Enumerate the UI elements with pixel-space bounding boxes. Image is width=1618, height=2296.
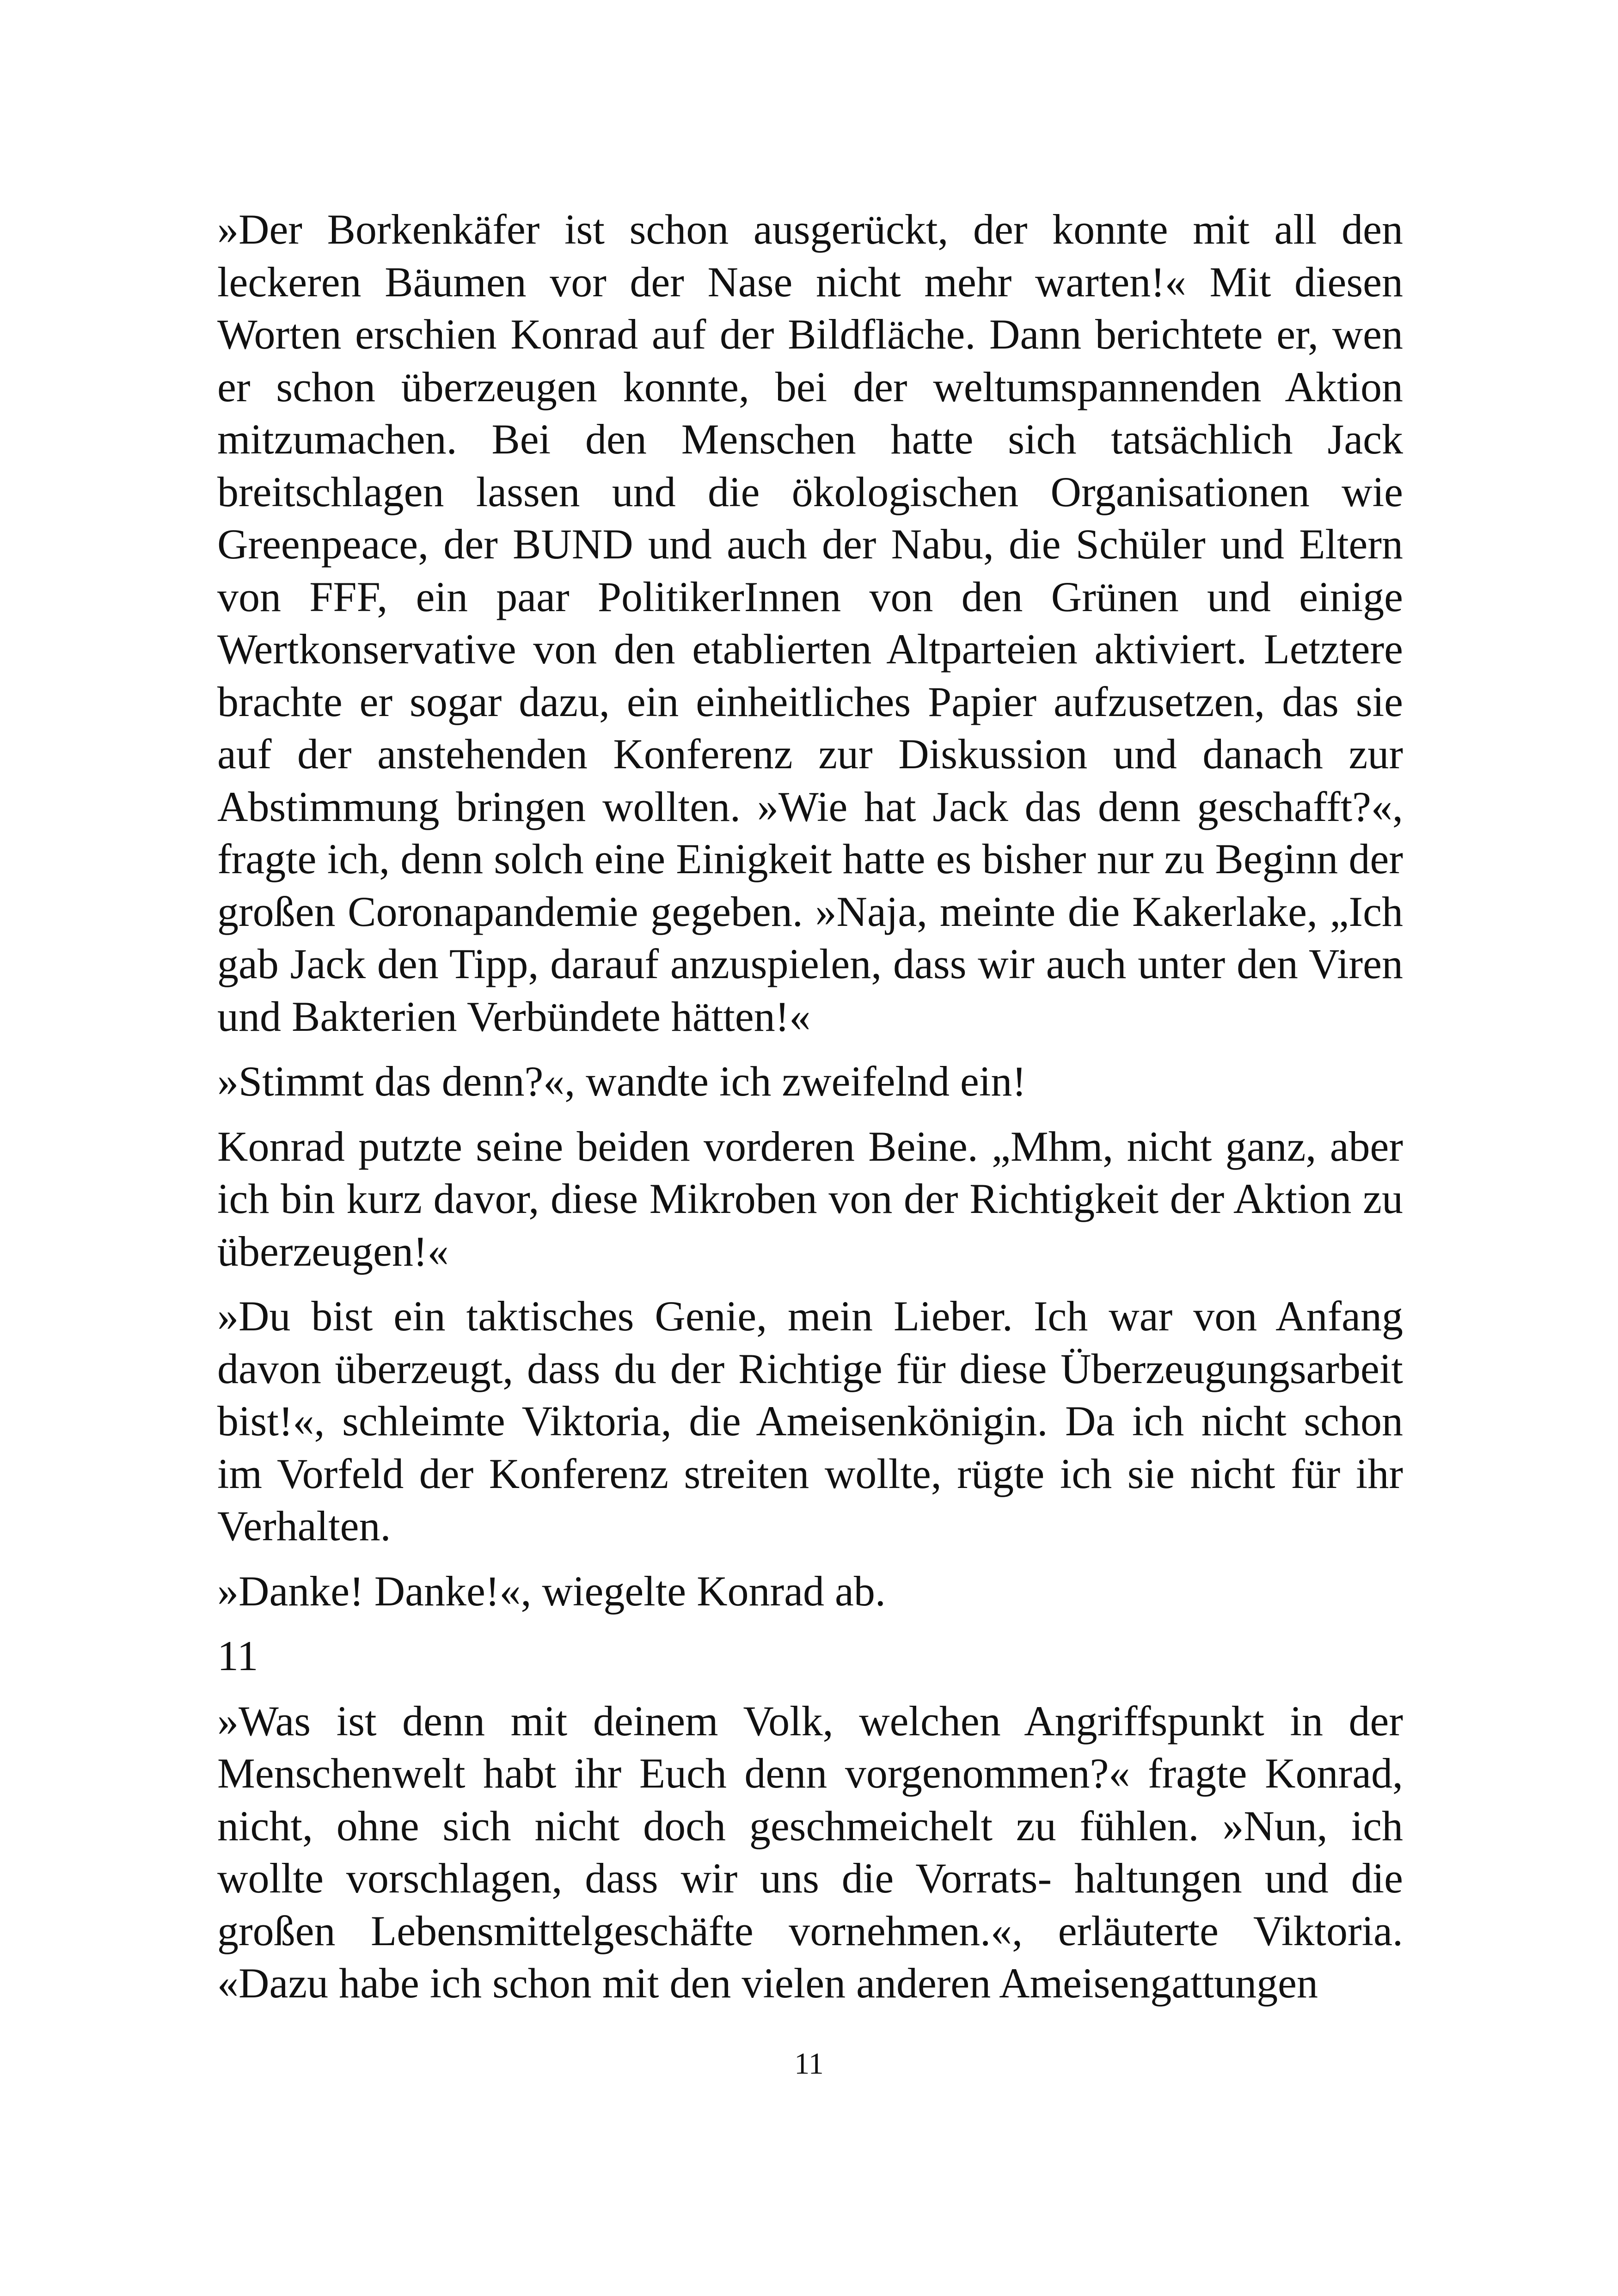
paragraph: Konrad putzte seine beiden vorderen Beine. „Mhm, nicht ganz, aber ich bin kurz davor, diese Mikroben von der Richtigkeit der Aktion zu überzeugen!« <box>217 1122 1403 1275</box>
chapter-number: 11 <box>217 1632 258 1679</box>
paragraph: »Der Borkenkäfer ist schon ausgerückt, der konnte mit all den leckeren Bäumen vor der Nase nicht mehr warten!« Mit diesen Worten erschien Konrad auf der Bildfläche. Dann berichtete er, wen er schon überzeugen konnte, bei der weltumspannenden Aktion mitzumachen. Bei den Menschen hatte sich tatsächlich Jack breitschlagen lassen und die ökologischen Organisationen wie Greenpeace, der BUND und auch der Nabu, die Schüler und Eltern von FFF, ein paar PolitikerInnen von den Grünen und einige Wertkonservative von den etablierten Altparteien aktiviert. Letztere brachte er sogar dazu, ein einheitliches Papier aufzusetzen, das sie auf der anstehenden Konferenz zur Diskussion und danach zur Abstimmung bringen wollten. »Wie hat Jack das denn geschafft?«, fragte ich, denn solch eine Einigkeit hatte es bisher nur zu Beginn der großen Coronapandemie gegeben. »Naja, meinte die Kakerlake, „Ich gab Jack den Tipp, darauf anzuspielen, dass wir auch unter den Viren und Bakterien Verbündete hätten!« <box>217 206 1403 1040</box>
paragraph: »Du bist ein taktisches Genie, mein Lieber. Ich war von Anfang davon überzeugt, dass du der Richtige für diese Überzeugungsarbeit bist!«, schleimte Viktoria, die Ameisenkönigin. Da ich nicht schon im Vorfeld der Konferenz streiten wollte, rügte ich sie nicht für ihr Verhalten. <box>217 1292 1403 1549</box>
paragraph: »Was ist denn mit deinem Volk, welchen Angriffspunkt in der Menschenwelt habt ihr Euch denn vorgenommen?« fragte Konrad, nicht, ohne sich nicht doch geschmeichelt zu fühlen. »Nun, ich wollte vorschlagen, dass wir uns die Vorrats- haltungen und die großen Lebensmittelgeschäfte vornehmen.«, erläuterte Viktoria. «Dazu habe ich schon mit den vielen anderen Ameisengattungen <box>217 1697 1403 2007</box>
page-number: 11 <box>794 2047 824 2081</box>
paragraph: »Stimmt das denn?«, wandte ich zweifelnd ein! <box>217 1058 1027 1105</box>
paragraph: »Danke! Danke!«, wiegelte Konrad ab. <box>217 1567 886 1615</box>
body-text <box>217 203 1403 2022</box>
